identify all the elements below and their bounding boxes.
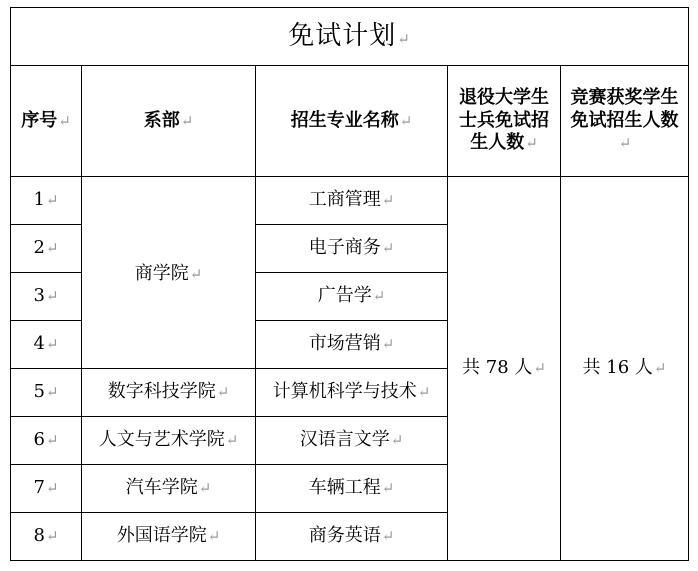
department-cell: 商学院↵ xyxy=(82,177,256,369)
row-index: 3↵ xyxy=(11,273,82,321)
header-veteran: 退役大学生士兵免试招生人数↵ xyxy=(448,66,561,177)
major-cell: 工商管理↵ xyxy=(256,177,448,225)
row-index: 4↵ xyxy=(11,321,82,369)
veteran-total-cell: 共 78 人↵ xyxy=(448,177,561,561)
major-cell: 电子商务↵ xyxy=(256,225,448,273)
exemption-plan-table xyxy=(10,7,689,561)
major-cell: 商务英语↵ xyxy=(256,513,448,561)
row-index: 7↵ xyxy=(11,465,82,513)
row-index: 6↵ xyxy=(11,417,82,465)
header-department: 系部↵ xyxy=(82,66,256,177)
major-cell: 汉语言文学↵ xyxy=(256,417,448,465)
row-index: 8↵ xyxy=(11,513,82,561)
department-cell: 数字科技学院↵ xyxy=(82,369,256,417)
table-title-cell xyxy=(11,8,689,66)
major-cell: 车辆工程↵ xyxy=(256,465,448,513)
department-cell: 人文与艺术学院↵ xyxy=(82,417,256,465)
return-mark: ↵ xyxy=(397,30,411,49)
table-title: 免试计划 xyxy=(288,21,397,52)
major-cell: 市场营销↵ xyxy=(256,321,448,369)
major-cell: 广告学↵ xyxy=(256,273,448,321)
header-competition: 竞赛获奖学生免试招生人数↵ xyxy=(561,66,689,177)
table-row xyxy=(11,177,689,225)
row-index: 2↵ xyxy=(11,225,82,273)
row-index: 5↵ xyxy=(11,369,82,417)
header-major: 招生专业名称↵ xyxy=(256,66,448,177)
major-cell: 计算机科学与技术↵ xyxy=(256,369,448,417)
department-cell: 外国语学院↵ xyxy=(82,513,256,561)
competition-total-cell: 共 16 人↵ xyxy=(561,177,689,561)
department-cell: 汽车学院↵ xyxy=(82,465,256,513)
header-index: 序号↵ xyxy=(11,66,82,177)
row-index: 1↵ xyxy=(11,177,82,225)
